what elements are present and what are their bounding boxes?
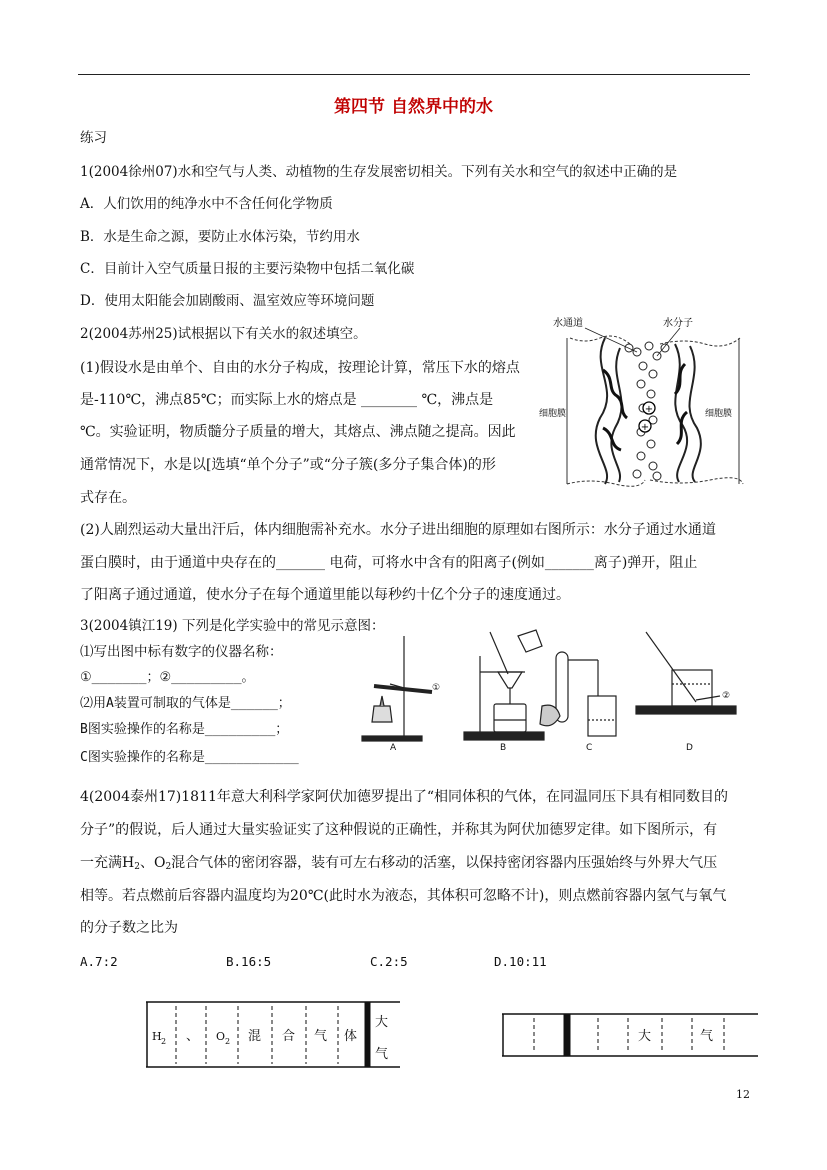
tube-cell-h: H (152, 1030, 162, 1043)
q4-line2: 分子”的假说，后人通过大量实验证实了这种假说的正确性，并称其为阿伏加德罗定律。如下图所示，有 (80, 822, 718, 838)
q2-part1-line4: 通常情况下，水是以[选填“单个分子”或“分子簇(多分子集合体)的形 (80, 457, 496, 473)
q4-line4: 相等。若点燃前后容器内温度均为20℃(此时水为液态，其体积可忽略不计)，则点燃前容器内氢气与氧气 (80, 888, 727, 904)
svg-text:+: + (640, 422, 650, 433)
q3-line2: ①_______；②_________。 (80, 670, 255, 685)
water-channel-figure (539, 308, 745, 492)
q4-option-b: B.16:5 (226, 954, 272, 969)
label-membrane-left: 细胞膜 (539, 409, 567, 419)
q2-part2-line1: (2)人剧烈运动大量出汗后，体内细胞需补充水。水分子进出细胞的原理如右图所示：水分子通过水通道 (80, 522, 716, 538)
fig-label-b: B (500, 743, 507, 753)
q2-part1-line3: ℃。实验证明，物质髓分子质量的增大，其熔点、沸点随之提高。因此 (80, 424, 516, 440)
q2-part1-line5: 式存在。 (80, 490, 136, 506)
fig-label-a: A (390, 743, 397, 753)
q1-option-a: A．人们饮用的纯净水中不含任何化学物质 (80, 196, 333, 212)
tube-left-air-top: 大 (375, 1015, 389, 1030)
q4-line5: 的分子数之比为 (80, 920, 178, 936)
tube-cell-comma: 、 (186, 1029, 200, 1044)
q4-line3: 一充满$H_2$、$O_2$混合气体的密闭容器，装有可左右移动的活塞，以保持密闭容器内压强始终与外界大气压 (80, 855, 718, 872)
tube-cell-mix: 混 (248, 1029, 262, 1044)
q3-stem: 3(2004镇江19) 下列是化学实验中的常见示意图： (80, 618, 385, 634)
q1-option-c: C．目前计入空气质量日报的主要污染物中包括二氧化碳 (80, 261, 415, 277)
q1-option-b: B．水是生命之源，要防止水体污染，节约用水 (80, 229, 360, 245)
tube-cell-h-sub: 2 (161, 1037, 167, 1046)
lab-apparatus-figure (360, 626, 740, 754)
label-water-molecule: 水分子 (663, 318, 693, 329)
q3-line5: C图实验操作的名称是____________ (80, 750, 299, 765)
tube-cell-ti: 体 (344, 1029, 358, 1044)
page-number: 12 (736, 1088, 750, 1101)
q2-part2-line2: 蛋白膜时，由于通道中央存在的_______ 电荷，可将水中含有的阳离子(例如_______离子)弹开，阻止 (80, 555, 698, 571)
fig-label-d: D (686, 743, 693, 753)
q4-option-d: D.10:11 (494, 954, 547, 969)
tube-left-figure (146, 1000, 402, 1070)
tube-right-air-b: 气 (700, 1029, 714, 1044)
fig-label-c: C (586, 743, 593, 753)
q4-option-c: C.2:5 (370, 954, 408, 969)
q3-line4: B图实验操作的名称是_________； (80, 722, 289, 737)
header-rule (78, 74, 750, 75)
tube-cell-qi: 气 (314, 1029, 328, 1044)
q1-option-d: D．使用太阳能会加剧酸雨、温室效应等环境问题 (80, 293, 375, 309)
q2-part1-line2: 是-110℃，沸点85℃；而实际上水的熔点是 ________ ℃，沸点是 (80, 392, 494, 408)
q2-part2-line3: 了阳离子通过通道，使水分子在每个通道里能以每秒约十亿个分子的速度通过。 (80, 587, 570, 603)
svg-text:+: + (644, 404, 654, 415)
tube-right-figure (502, 1012, 760, 1058)
fig-marker-1: ① (432, 683, 441, 693)
q2-stem: 2(2004苏州25)试根据以下有关水的叙述填空。 (80, 326, 367, 342)
q1-stem: 1(2004徐州07)水和空气与人类、动植物的生存发展密切相关。下列有关水和空气的叙述中正确的是 (80, 164, 678, 180)
label-water-channel: 水通道 (553, 318, 583, 329)
q4-line1: 4(2004泰州17)1811年意大利科学家阿伏加德罗提出了“相同体积的气体，在同温同压下具有相同数目的 (80, 789, 729, 805)
section-label: 练习 (80, 130, 107, 146)
tube-cell-o: O (216, 1030, 226, 1043)
label-membrane-right: 细胞膜 (705, 409, 733, 419)
fig-marker-2: ② (722, 691, 731, 701)
tube-right-air-a: 大 (638, 1029, 652, 1044)
page-title: 第四节 自然界中的水 (334, 97, 493, 117)
q3-line1: ⑴写出图中标有数字的仪器名称： (80, 644, 283, 660)
tube-left-air-bottom: 气 (375, 1047, 389, 1062)
q4-option-a: A.7:2 (80, 954, 118, 969)
q2-part1-line1: (1)假设水是由单个、自由的水分子构成，按理论计算，常压下水的熔点 (80, 360, 520, 376)
tube-cell-o-sub: 2 (225, 1037, 231, 1046)
q3-line3: ⑵用A装置可制取的气体是______； (80, 696, 291, 711)
tube-cell-he: 合 (282, 1029, 296, 1044)
